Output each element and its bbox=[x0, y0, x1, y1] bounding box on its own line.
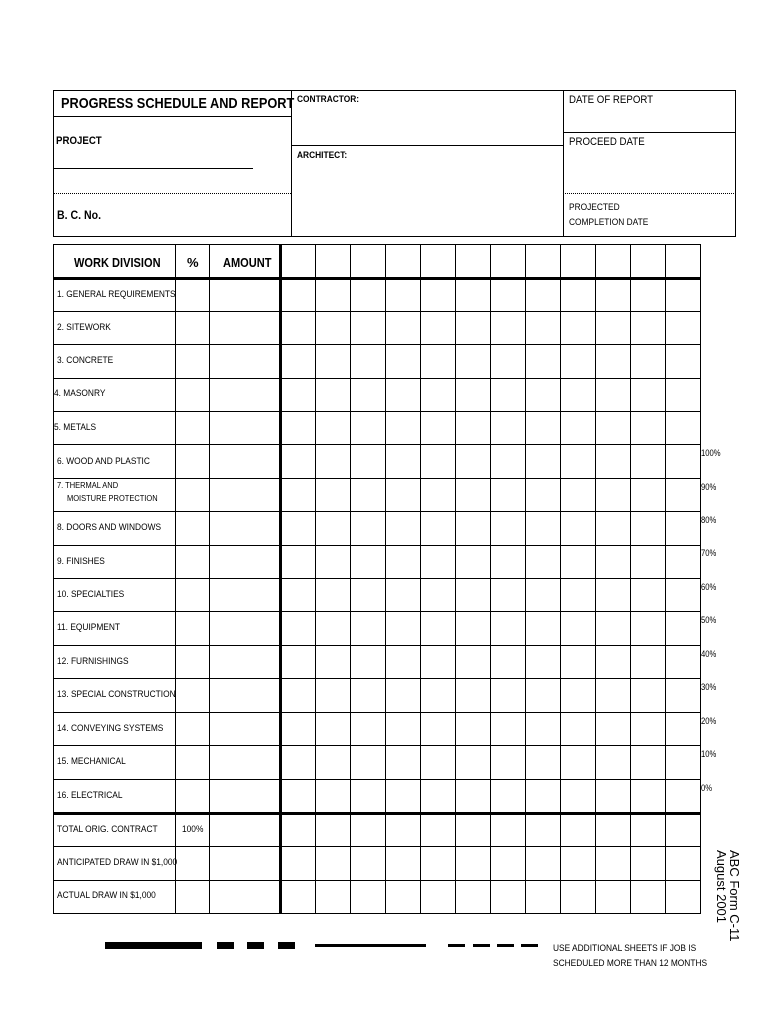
bc-number-label: B. C. No. bbox=[57, 208, 101, 222]
proceed-date-label: PROCEED DATE bbox=[569, 136, 645, 148]
footer-note-line2: SCHEDULED MORE THAN 12 MONTHS bbox=[553, 958, 708, 969]
legend-thick-dash-2 bbox=[247, 942, 264, 949]
total-contract-label: TOTAL ORIG. CONTRACT bbox=[57, 824, 158, 835]
legend-thin-dash-1 bbox=[448, 944, 465, 947]
scale-50: 50% bbox=[701, 615, 717, 625]
form-date: August 2001 bbox=[714, 850, 729, 924]
row-label-finishes: 9. FINISHES bbox=[57, 556, 105, 567]
date-of-report-label: DATE OF REPORT bbox=[569, 94, 654, 106]
grid-col-line bbox=[175, 244, 176, 914]
grid-col-line bbox=[420, 244, 421, 914]
row-label-general-requirements: 1. GENERAL REQUIREMENTS bbox=[57, 289, 176, 300]
grid-col-line bbox=[700, 244, 701, 914]
legend-thin-dash-4 bbox=[521, 944, 538, 947]
grid-col-line bbox=[490, 244, 491, 914]
anticipated-draw-label: ANTICIPATED DRAW IN $1,000 bbox=[57, 857, 178, 868]
projected-label-line2: COMPLETION DATE bbox=[569, 217, 649, 228]
grid-row-line bbox=[53, 745, 701, 746]
row-label-metals: 5. METALS bbox=[54, 422, 97, 433]
col-work-division: WORK DIVISION bbox=[74, 255, 161, 270]
row-label-special-construction: 13. SPECIAL CONSTRUCTION bbox=[57, 689, 176, 700]
grid-row-line bbox=[53, 812, 701, 815]
row-label-electrical: 16. ELECTRICAL bbox=[57, 790, 123, 801]
grid-col-line bbox=[595, 244, 596, 914]
scale-10: 10% bbox=[701, 749, 717, 759]
scale-20: 20% bbox=[701, 716, 717, 726]
row-label-doors-windows: 8. DOORS AND WINDOWS bbox=[57, 522, 162, 533]
grid-row-line bbox=[53, 378, 701, 379]
grid-row-line bbox=[53, 444, 701, 445]
grid-col-line bbox=[525, 244, 526, 914]
actual-draw-label: ACTUAL DRAW IN $1,000 bbox=[57, 890, 156, 901]
legend-thick-dash-1 bbox=[217, 942, 234, 949]
legend-thin-solid-line bbox=[315, 944, 426, 947]
grid-row-line bbox=[53, 880, 701, 881]
grid-row-line bbox=[53, 244, 701, 245]
legend-thick-dash-3 bbox=[278, 942, 295, 949]
row-label-thermal-line2: MOISTURE PROTECTION bbox=[67, 493, 158, 503]
grid-col-line bbox=[53, 244, 54, 914]
grid-col-line bbox=[315, 244, 316, 914]
grid-row-line bbox=[53, 645, 701, 646]
col-amount: AMOUNT bbox=[223, 255, 272, 270]
grid-row-line bbox=[53, 779, 701, 780]
scale-60: 60% bbox=[701, 582, 717, 592]
contractor-label: CONTRACTOR: bbox=[297, 94, 360, 105]
grid-col-line bbox=[279, 244, 282, 914]
row-label-specialties: 10. SPECIALTIES bbox=[57, 589, 125, 600]
form-id-rotated bbox=[714, 850, 747, 980]
grid-col-line bbox=[665, 244, 666, 914]
grid-row-line bbox=[53, 511, 701, 512]
row-label-furnishings: 12. FURNISHINGS bbox=[57, 656, 129, 667]
projected-label-line1: PROJECTED bbox=[569, 202, 620, 213]
grid-col-line bbox=[560, 244, 561, 914]
scale-100: 100% bbox=[701, 448, 721, 458]
grid-row-line bbox=[53, 578, 701, 579]
scale-0: 0% bbox=[701, 783, 713, 793]
grid-col-line bbox=[385, 244, 386, 914]
row-label-mechanical: 15. MECHANICAL bbox=[57, 756, 126, 767]
row-label-thermal: 7. THERMAL AND bbox=[57, 480, 119, 490]
scale-30: 30% bbox=[701, 682, 717, 692]
grid-row-line bbox=[53, 344, 701, 345]
grid-row-line bbox=[53, 678, 701, 679]
legend-thin-dash-3 bbox=[497, 944, 514, 947]
scale-70: 70% bbox=[701, 548, 717, 558]
grid-row-line bbox=[53, 712, 701, 713]
grid-row-line bbox=[53, 277, 701, 280]
legend-thick-solid-line bbox=[105, 942, 202, 949]
page-title: PROGRESS SCHEDULE AND REPORT bbox=[61, 95, 295, 112]
grid-row-line bbox=[53, 478, 701, 479]
architect-label: ARCHITECT: bbox=[297, 150, 348, 161]
scale-80: 80% bbox=[701, 515, 717, 525]
total-percent-value: 100% bbox=[182, 824, 204, 835]
footer-note-line1: USE ADDITIONAL SHEETS IF JOB IS bbox=[553, 943, 697, 954]
grid-col-line bbox=[209, 244, 210, 914]
grid-row-line bbox=[53, 846, 701, 847]
row-label-sitework: 2. SITEWORK bbox=[57, 322, 111, 333]
project-label: PROJECT bbox=[56, 135, 102, 147]
grid-col-line bbox=[350, 244, 351, 914]
grid-row-line bbox=[53, 311, 701, 312]
grid-col-line bbox=[455, 244, 456, 914]
legend-thin-dash-2 bbox=[473, 944, 490, 947]
grid-row-line bbox=[53, 545, 701, 546]
row-label-concrete: 3. CONCRETE bbox=[57, 355, 114, 366]
col-percent: % bbox=[187, 255, 199, 270]
scale-90: 90% bbox=[701, 482, 717, 492]
form-id: ABC Form C-11 bbox=[727, 850, 742, 942]
row-label-masonry: 4. MASONRY bbox=[54, 388, 106, 399]
grid-row-line bbox=[53, 913, 701, 914]
grid-row-line bbox=[53, 411, 701, 412]
scale-40: 40% bbox=[701, 649, 717, 659]
grid-row-line bbox=[53, 611, 701, 612]
grid-col-line bbox=[630, 244, 631, 914]
row-label-conveying-systems: 14. CONVEYING SYSTEMS bbox=[57, 723, 164, 734]
row-label-wood-plastic: 6. WOOD AND PLASTIC bbox=[57, 456, 150, 467]
row-label-equipment: 11. EQUIPMENT bbox=[57, 622, 121, 633]
